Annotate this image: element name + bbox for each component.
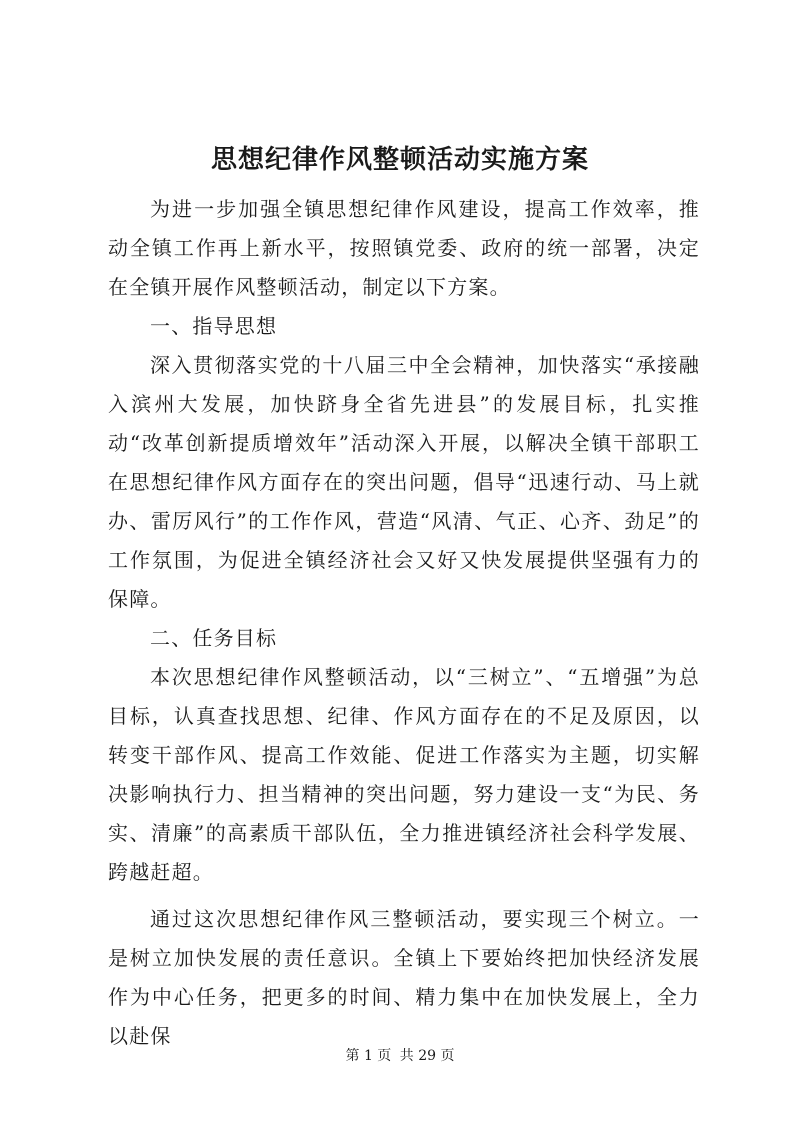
section-heading-guiding-thought: 一、指导思想 xyxy=(150,314,278,338)
document-title: 思想纪律作风整顿活动实施方案 xyxy=(210,145,589,175)
document-body xyxy=(108,190,700,1056)
page-number: 第 1 页 xyxy=(345,1048,392,1064)
task-goals-paragraph: 本次思想纪律作风整顿活动，以“三树立”、“五增强”为总目标，认真查找思想、纪律、作风方面存在的不足及原因，以转变干部作风、提高工作效能、促进工作落实为主题，切实解决影响执行力、担当精神的突出问题，努力建设一支“为民、务实、清廉”的高素质干部队伍，全力推进镇经济社会科学发展、跨越赶超。 xyxy=(108,665,700,884)
three-establishments-paragraph: 通过这次思想纪律作风三整顿活动，要实现三个树立。一是树立加快发展的责任意识。全镇上下要始终把加快经济发展作为中心任务，把更多的时间、精力集中在加快发展上，全力以赴保 xyxy=(108,907,700,1048)
page-total: 共 29 页 xyxy=(399,1048,455,1064)
section-heading-task-goals: 二、任务目标 xyxy=(150,626,278,650)
page-footer xyxy=(0,1046,800,1066)
intro-paragraph: 为进一步加强全镇思想纪律作风建设，提高工作效率，推动全镇工作再上新水平，按照镇党委、政府的统一部署，决定在全镇开展作风整顿活动，制定以下方案。 xyxy=(108,197,700,299)
guiding-thought-paragraph: 深入贯彻落实党的十八届三中全会精神，加快落实“承接融入滨州大发展，加快跻身全省先进县”的发展目标，扎实推动“改革创新提质增效年”活动深入开展，以解决全镇干部职工在思想纪律作风方面存在的突出问题，倡导“迅速行动、马上就办、雷厉风行”的工作作风，营造“风清、气正、心齐、劲足”的工作氛围，为促进全镇经济社会又好又快发展提供坚强有力的保障。 xyxy=(108,353,700,611)
